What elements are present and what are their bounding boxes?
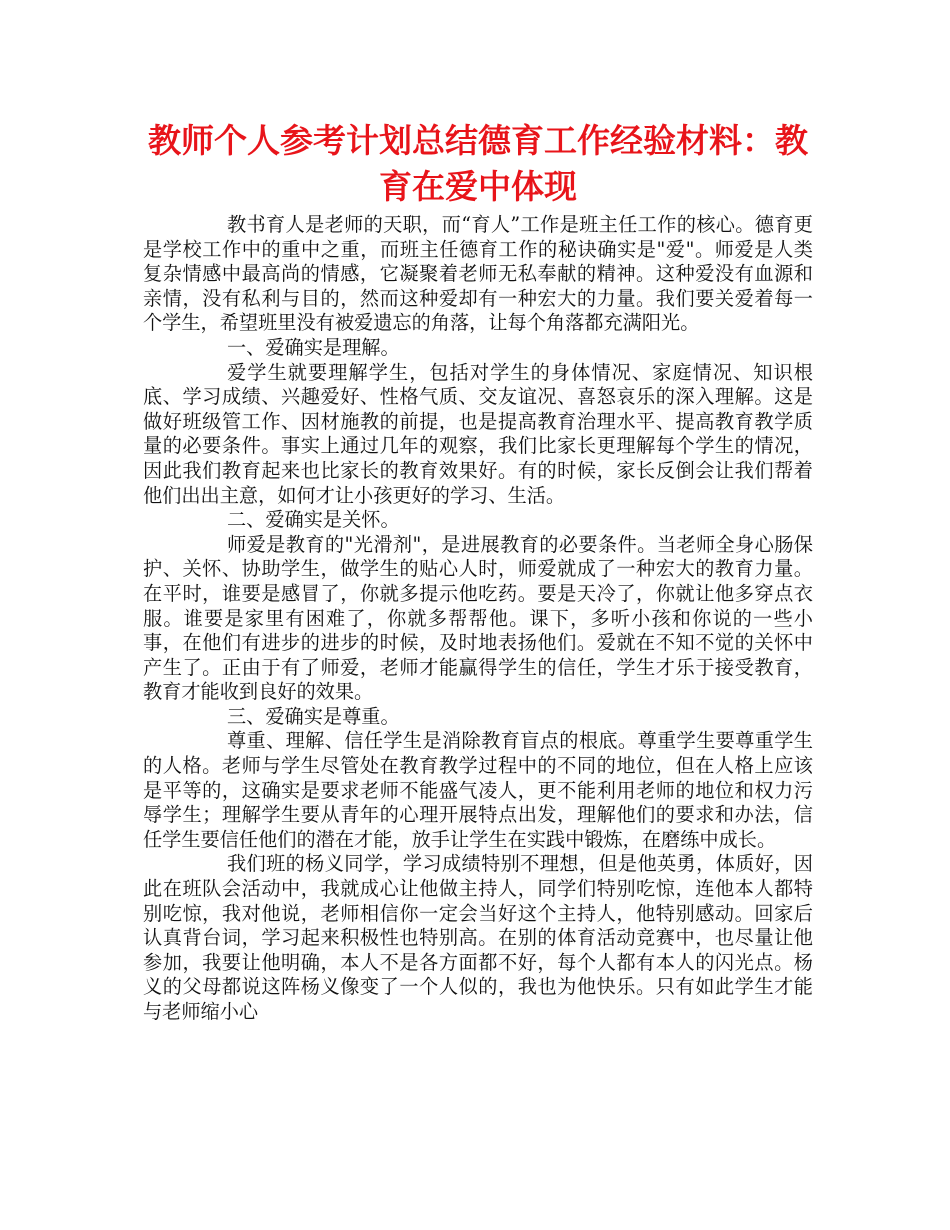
document-title: 教师个人参考计划总结德育工作经验材料：教育在爱中体现 <box>148 121 808 206</box>
document-page <box>143 118 813 1025</box>
section-heading-3: 三、爱确实是尊重。 <box>227 704 400 728</box>
paragraph-care: 师爱是教育的"光滑剂"，是进展教育的必要条件。当老师全身心肠保护、关怀、协助学生，做学生的贴心人时，师爱就成了一种宏大的教育力量。在平时，谁要是感冒了，你就多提示他吃药。要是天冷了，你就让他多穿点衣服。谁要是家里有困难了，你就多帮帮他。课下，多听小孩和你说的一些小事，在他们有进步的进步的时候，及时地表扬他们。爱就在不知不觉的关怀中产生了。正由于有了师爱，老师才能赢得学生的信任，学生才乐于接受教育，教育才能收到良好的效果。 <box>143 532 813 704</box>
section-heading-1: 一、爱确实是理解。 <box>227 335 400 359</box>
paragraph-example: 我们班的杨义同学，学习成绩特别不理想，但是他英勇，体质好，因此在班队会活动中，我就成心让他做主持人，同学们特别吃惊，连他本人都特别吃惊，我对他说，老师相信你一定会当好这个主持人，他特别感动。回家后认真背台词，学习起来积极性也特别高。在别的体育活动竞赛中，也尽量让他参加，我要让他明确，本人不是各方面都不好，每个人都有本人的闪光点。杨义的父母都说这阵杨义像变了一个人似的，我也为他快乐。只有如此学生才能与老师缩小心 <box>143 852 813 1023</box>
document-body <box>143 213 813 1025</box>
paragraph-understanding: 爱学生就要理解学生，包括对学生的身体情况、家庭情况、知识根底、学习成绩、兴趣爱好、性格气质、交友谊况、喜怒哀乐的深入理解。这是做好班级管工作、因材施教的前提，也是提高教育治理水平、提高教育教学质量的必要条件。事实上通过几年的观察，我们比家长更理解每个学生的情况，因此我们教育起来也比家长的教育效果好。有的时候，家长反倒会让我们帮着他们出出主意，如何才让小孩更好的学习、生活。 <box>143 360 813 507</box>
paragraph-intro: 教书育人是老师的天职，而“育人”工作是班主任工作的核心。德育更是学校工作中的重中之重，而班主任德育工作的秘诀确实是"爱"。师爱是人类复杂情感中最高尚的情感，它凝聚着老师无私奉献的精神。这种爱没有血源和亲情，没有私利与目的，然而这种爱却有一种宏大的力量。我们要关爱着每一个学生，希望班里没有被爱遗忘的角落，让每个角落都充满阳光。 <box>143 213 813 335</box>
section-heading-2: 二、爱确实是关怀。 <box>227 508 400 532</box>
paragraph-respect: 尊重、理解、信任学生是消除教育盲点的根底。尊重学生要尊重学生的人格。老师与学生尽管处在教育教学过程中的不同的地位，但在人格上应该是平等的，这确实是要求老师不能盛气凌人，更不能利用老师的地位和权力污辱学生；理解学生要从青年的心理开展特点出发，理解他们的要求和办法，信任学生要信任他们的潜在才能，放手让学生在实践中锻炼，在磨练中成长。 <box>143 729 813 851</box>
